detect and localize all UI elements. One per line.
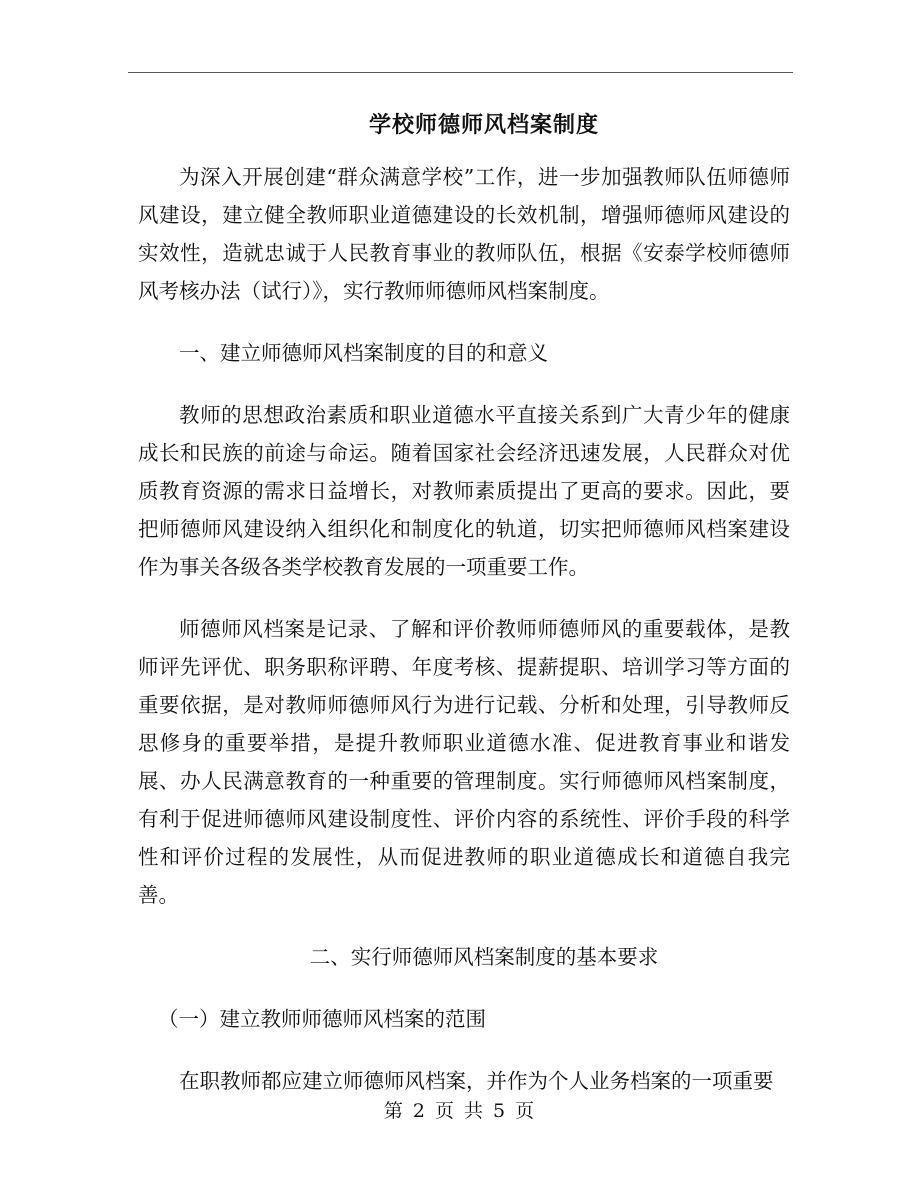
paragraph-significance: 教师的思想政治素质和职业道德水平直接关系到广大青少年的健康成长和民族的前途与命运。随着国家社会经济迅速发展，人民群众对优质教育资源的需求日益增长，对教师素质提出了更高的要求。因此，要把师德师风建设纳入组织化和制度化的轨道，切实把师德师风档案建设作为事关各级各类学校教育发展的一项重要工作。 [138, 403, 790, 579]
paragraph-archive-role: 师德师风档案是记录、了解和评价教师师德师风的重要载体，是教师评先评优、职务职称评聘、年度考核、提薪提职、培训学习等方面的重要依据，是对教师师德师风行为进行记载、分析和处理，引导教师反思修身的重要举措，是提升教师职业道德水准、促进教育事业和谐发展、办人民满意教育的一种重要的管理制度。实行师德师风档案制度，有利于促进师德师风建设制度性、评价内容的系统性、评价手段的科学性和评价过程的发展性，从而促进教师的职业道德成长和道德自我完善。 [138, 617, 790, 907]
paragraph-scope: 在职教师都应建立师德师风档案，并作为个人业务档案的一项重要 [179, 1069, 774, 1093]
sub-heading-1: （一）建立教师师德师风档案的范围 [158, 1007, 486, 1031]
document-body [138, 158, 790, 1100]
section-heading-1: 一、建立师德师风档案制度的目的和意义 [179, 341, 548, 365]
page-number-footer: 第 2 页 共 5 页 [383, 1100, 537, 1122]
section-heading-2: 二、实行师德师风档案制度的基本要求 [309, 945, 659, 969]
paragraph-intro: 为深入开展创建“群众满意学校”工作，进一步加强教师队伍师德师风建设，建立健全教师职业道德建设的长效机制，增强师德师风建设的实效性，造就忠诚于人民教育事业的教师队伍，根据《安泰学校师德师风考核办法（试行）》，实行教师师德师风档案制度。 [138, 165, 790, 303]
header-rule [128, 72, 793, 73]
document-title: 学校师德师风档案制度 [368, 112, 599, 138]
